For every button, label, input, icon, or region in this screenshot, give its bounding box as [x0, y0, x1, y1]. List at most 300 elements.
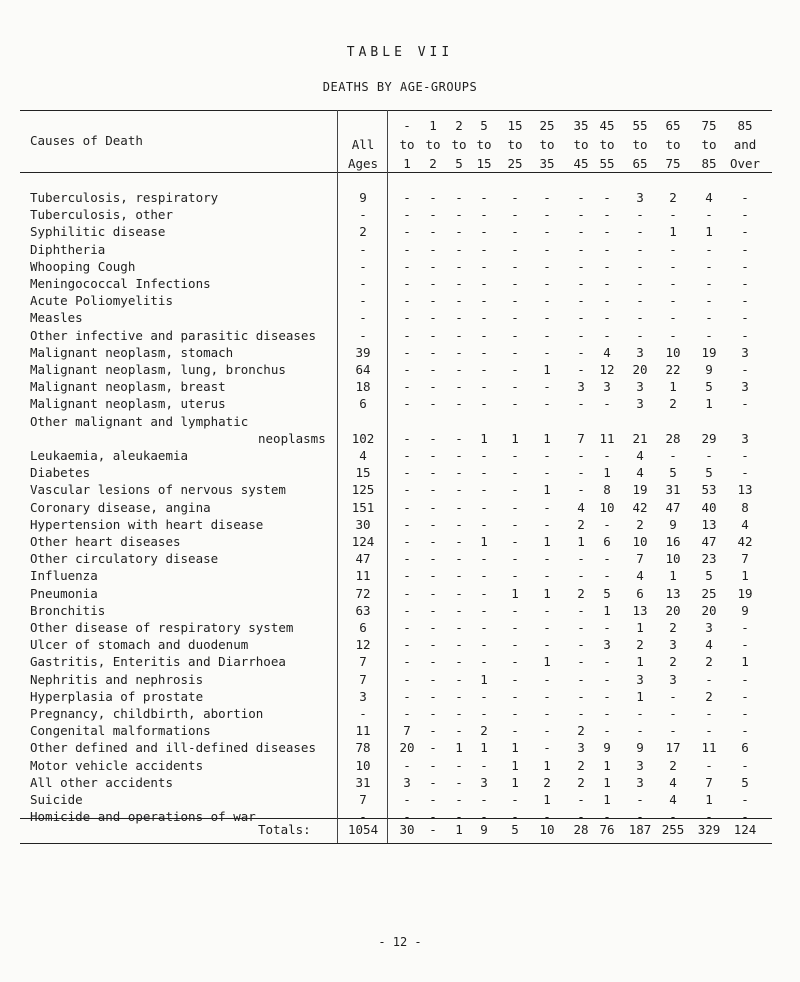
table-cell: 1	[543, 482, 551, 498]
table-cell: -	[480, 396, 488, 412]
table-cell: -	[577, 551, 585, 567]
table-cell: -	[455, 723, 463, 739]
table-title: TABLE VII	[346, 45, 454, 60]
table-cell: -	[403, 224, 411, 240]
table-cell: -	[511, 344, 519, 360]
table-cell: -	[603, 688, 611, 704]
table-cell: 13	[665, 585, 681, 601]
column-header-line: to	[476, 137, 492, 152]
table-cell: 9	[705, 362, 713, 377]
table-cell: -	[455, 482, 463, 498]
table-row	[0, 276, 800, 294]
table-cell: -	[455, 671, 463, 687]
table-cell: 3	[636, 774, 644, 790]
cause-label: Malignant neoplasm, uterus	[30, 396, 226, 412]
table-cell: -	[577, 568, 585, 584]
table-cell: -	[543, 293, 551, 309]
table-cell: -	[543, 516, 551, 532]
table-cell: 12	[599, 362, 615, 377]
table-cell: 16	[665, 534, 681, 549]
table-cell: -	[741, 637, 749, 653]
table-cell: -	[705, 207, 713, 223]
totals-label: Totals:	[258, 822, 311, 837]
table-cell: -	[669, 706, 677, 721]
table-cell: -	[511, 809, 519, 825]
cause-label: Coronary disease, angina	[30, 499, 211, 515]
column-header-line	[343, 116, 383, 135]
table-cell: -	[636, 224, 644, 240]
table-cell: 2	[669, 190, 677, 205]
table-cell: 8	[741, 499, 749, 515]
column-header-line: Ages	[347, 156, 379, 171]
column-header-line: 55	[632, 118, 648, 133]
table-cell: -	[741, 809, 749, 825]
table-cell: -	[741, 757, 749, 773]
cause-label: Bronchitis	[30, 602, 106, 618]
table-cell: -	[480, 706, 488, 721]
table-cell: -	[705, 723, 713, 739]
table-cell: -	[511, 688, 519, 704]
table-cell: -	[636, 809, 644, 825]
table-cell: -	[543, 327, 551, 343]
table-cell: 1	[577, 534, 585, 549]
cause-label: Malignant neoplasm, stomach	[30, 344, 234, 360]
table-cell: 7	[359, 792, 367, 807]
table-cell: -	[511, 258, 519, 274]
table-cell: -	[511, 241, 519, 257]
table-cell: -	[429, 396, 437, 412]
table-cell: 9	[636, 740, 644, 756]
table-cell: -	[511, 516, 519, 532]
table-cell: -	[455, 293, 463, 309]
table-cell: 7	[359, 654, 367, 670]
table-cell: -	[603, 551, 611, 567]
table-cell: -	[429, 310, 437, 326]
table-cell: 1	[543, 654, 551, 670]
table-row	[0, 740, 800, 758]
table-cell: -	[543, 740, 551, 756]
table-cell: 22	[665, 362, 681, 377]
table-cell: -	[577, 637, 585, 653]
table-cell: -	[603, 327, 611, 343]
cause-label: Influenza	[30, 568, 98, 584]
table-cell: -	[403, 310, 411, 326]
column-header	[725, 116, 765, 173]
table-cell: 4	[669, 774, 677, 790]
table-cell: -	[577, 688, 585, 704]
table-cell: -	[429, 637, 437, 653]
column-header-line: 45	[573, 156, 589, 171]
table-cell: -	[429, 809, 437, 825]
table-cell: -	[577, 327, 585, 343]
table-cell: -	[741, 362, 749, 377]
bottom-rule	[20, 843, 772, 844]
totals-cell: 187	[628, 822, 652, 837]
table-cell: -	[455, 757, 463, 773]
column-header-line: to	[632, 137, 648, 152]
column-header-line: 2	[455, 118, 463, 133]
table-cell: -	[603, 396, 611, 412]
table-cell: 5	[669, 465, 677, 481]
table-cell: 53	[701, 482, 717, 498]
table-cell: 1	[480, 430, 488, 446]
table-cell: 7	[636, 551, 644, 567]
table-cell: -	[543, 499, 551, 515]
table-cell: 3	[741, 379, 749, 395]
table-row	[0, 431, 800, 449]
cause-label: Hypertension with heart disease	[30, 516, 264, 532]
totals-cell: -	[429, 822, 437, 837]
table-cell: 4	[577, 499, 585, 515]
totals-cell: 5	[511, 822, 519, 837]
table-cell: -	[480, 499, 488, 515]
table-cell: 1	[511, 585, 519, 601]
table-cell: -	[577, 620, 585, 635]
table-cell: -	[511, 362, 519, 377]
table-cell: 20	[632, 362, 648, 377]
table-cell: 7	[705, 774, 713, 790]
table-cell: 1	[636, 620, 644, 635]
table-cell: -	[429, 465, 437, 481]
table-cell: -	[543, 241, 551, 257]
table-cell: 3	[480, 774, 488, 790]
table-cell: 3	[669, 671, 677, 687]
table-cell: -	[577, 706, 585, 721]
table-cell: 13	[701, 516, 717, 532]
table-cell: -	[543, 551, 551, 567]
table-cell: -	[359, 258, 367, 274]
table-cell: -	[429, 448, 437, 463]
table-row	[0, 551, 800, 569]
table-cell: -	[480, 379, 488, 395]
table-cell: -	[603, 654, 611, 670]
table-cell: -	[543, 671, 551, 687]
table-cell: -	[511, 723, 519, 739]
table-row	[0, 379, 800, 397]
table-cell: 7	[741, 551, 749, 567]
totals-cell: 1	[455, 822, 463, 837]
table-cell: -	[480, 482, 488, 498]
table-cell: -	[455, 602, 463, 618]
table-cell: 11	[355, 568, 371, 584]
table-cell: 3	[636, 757, 644, 773]
table-cell: -	[669, 809, 677, 825]
table-cell: 64	[355, 362, 371, 377]
table-row	[0, 706, 800, 724]
table-cell: 2	[480, 723, 488, 739]
table-cell: 2	[577, 516, 585, 532]
table-row	[0, 293, 800, 311]
cause-label: Acute Poliomyelitis	[30, 293, 173, 309]
table-cell: -	[669, 207, 677, 223]
table-cell: -	[403, 568, 411, 584]
table-cell: -	[511, 190, 519, 205]
table-cell: -	[511, 310, 519, 326]
table-cell: -	[429, 706, 437, 721]
table-row	[0, 310, 800, 328]
table-row	[0, 603, 800, 621]
column-header-line: 75	[665, 156, 681, 171]
cause-label: Malignant neoplasm, breast	[30, 379, 226, 395]
table-cell: -	[543, 344, 551, 360]
column-header-line: 1	[429, 118, 437, 133]
table-cell: 3	[705, 620, 713, 635]
table-row	[0, 224, 800, 242]
table-cell: -	[429, 654, 437, 670]
cause-label: Measles	[30, 310, 83, 326]
table-cell: 1	[543, 362, 551, 377]
table-cell: -	[603, 516, 611, 532]
table-cell: 1	[543, 792, 551, 807]
table-cell: -	[455, 430, 463, 446]
table-cell: -	[669, 310, 677, 326]
table-cell: -	[429, 379, 437, 395]
table-cell: -	[455, 534, 463, 549]
column-header-line: 75	[701, 118, 717, 133]
table-cell: -	[741, 620, 749, 635]
cause-label: Diabetes	[30, 465, 91, 481]
cause-label: Homicide and operations of war	[30, 809, 256, 825]
table-cell: -	[429, 327, 437, 343]
table-cell: -	[403, 344, 411, 360]
table-cell: -	[480, 310, 488, 326]
column-header-line: to	[507, 137, 523, 152]
table-cell: -	[577, 310, 585, 326]
table-cell: -	[543, 637, 551, 653]
table-cell: 6	[359, 396, 367, 412]
column-header-line: 25	[507, 156, 523, 171]
table-cell: -	[359, 276, 367, 291]
column-header-line: 5	[455, 156, 463, 171]
table-cell: 78	[355, 740, 371, 756]
table-cell: 31	[355, 774, 371, 790]
table-cell: -	[543, 190, 551, 205]
table-cell: 4	[636, 465, 644, 481]
table-cell: 1	[603, 774, 611, 790]
table-cell: 19	[632, 482, 648, 498]
table-cell: 29	[701, 430, 717, 446]
table-cell: -	[429, 534, 437, 549]
table-cell: -	[403, 258, 411, 274]
table-cell: -	[741, 258, 749, 274]
table-cell: 15	[355, 465, 371, 481]
table-cell: -	[705, 293, 713, 309]
table-cell: -	[577, 241, 585, 257]
table-cell: 19	[701, 344, 717, 360]
table-cell: -	[511, 551, 519, 567]
table-cell: 5	[741, 774, 749, 790]
table-cell: 1	[705, 396, 713, 412]
table-cell: 2	[669, 654, 677, 670]
table-cell: -	[403, 757, 411, 773]
table-row	[0, 792, 800, 810]
table-row	[0, 723, 800, 741]
table-cell: -	[636, 792, 644, 807]
table-cell: 1	[603, 465, 611, 481]
table-cell: 40	[701, 499, 717, 515]
table-cell: -	[429, 740, 437, 756]
table-cell: 7	[403, 723, 411, 739]
table-cell: 1	[741, 654, 749, 670]
table-cell: -	[741, 241, 749, 257]
table-cell: 72	[355, 585, 371, 601]
column-header-line: 85	[701, 156, 717, 171]
table-cell: -	[603, 448, 611, 463]
table-cell: -	[455, 620, 463, 635]
table-cell: -	[455, 379, 463, 395]
table-cell: -	[403, 809, 411, 825]
cause-label: All other accidents	[30, 774, 173, 790]
table-cell: 6	[741, 740, 749, 756]
totals-cell: 329	[697, 822, 721, 837]
table-cell: -	[543, 602, 551, 618]
table-cell: 3	[669, 637, 677, 653]
table-cell: 1	[705, 224, 713, 240]
table-cell: 3	[359, 688, 367, 704]
cause-label: Malignant neoplasm, lung, bronchus	[30, 362, 286, 377]
table-row	[0, 362, 800, 380]
table-cell: -	[669, 276, 677, 291]
table-cell: -	[543, 276, 551, 291]
table-cell: 1	[741, 568, 749, 584]
table-cell: -	[511, 499, 519, 515]
table-cell: -	[577, 258, 585, 274]
table-cell: -	[403, 207, 411, 223]
table-cell: -	[636, 723, 644, 739]
table-cell: -	[480, 637, 488, 653]
column-header-line: Over	[729, 156, 761, 171]
table-cell: 13	[737, 482, 753, 498]
column-header-line: to	[425, 137, 441, 152]
table-cell: -	[603, 207, 611, 223]
cause-label: Other circulatory disease	[30, 551, 219, 567]
table-cell: -	[455, 499, 463, 515]
table-cell: -	[455, 774, 463, 790]
table-cell: -	[429, 602, 437, 618]
column-header-line: to	[701, 137, 717, 152]
table-cell: -	[543, 258, 551, 274]
table-cell: -	[455, 551, 463, 567]
column-header-line: to	[539, 137, 555, 152]
table-cell: -	[577, 207, 585, 223]
table-cell: -	[429, 688, 437, 704]
cause-label: Ulcer of stomach and duodenum	[30, 637, 249, 653]
table-cell: 1	[669, 379, 677, 395]
table-cell: 4	[669, 792, 677, 807]
column-header-line: to	[399, 137, 415, 152]
cause-label: Meningococcal Infections	[30, 276, 211, 291]
table-cell: -	[603, 620, 611, 635]
table-cell: -	[429, 671, 437, 687]
table-cell: -	[403, 706, 411, 721]
table-cell: -	[741, 207, 749, 223]
table-cell: 9	[669, 516, 677, 532]
table-cell: -	[403, 602, 411, 618]
table-row	[0, 448, 800, 466]
table-row	[0, 672, 800, 690]
table-cell: -	[603, 190, 611, 205]
table-cell: -	[741, 224, 749, 240]
table-cell: 1	[511, 757, 519, 773]
table-cell: -	[480, 568, 488, 584]
table-cell: -	[455, 224, 463, 240]
table-cell: 4	[741, 516, 749, 532]
table-cell: 23	[701, 551, 717, 567]
table-cell: 1	[603, 757, 611, 773]
table-cell: -	[359, 310, 367, 326]
table-row	[0, 396, 800, 414]
totals-cell: 1054	[348, 822, 379, 837]
column-header-line: 85	[737, 118, 753, 133]
table-cell: -	[403, 327, 411, 343]
table-cell: -	[577, 465, 585, 481]
table-cell: -	[429, 207, 437, 223]
table-cell: 47	[355, 551, 371, 567]
table-cell: -	[636, 310, 644, 326]
table-cell: 1	[603, 602, 611, 618]
table-cell: 3	[403, 774, 411, 790]
table-cell: -	[511, 568, 519, 584]
table-cell: -	[543, 620, 551, 635]
table-cell: -	[429, 516, 437, 532]
table-row	[0, 465, 800, 483]
table-cell: -	[543, 706, 551, 721]
table-cell: -	[429, 568, 437, 584]
causes-header: Causes of Death	[30, 133, 143, 148]
column-header-line: 55	[599, 156, 615, 171]
table-cell: -	[577, 276, 585, 291]
table-cell: 1	[480, 740, 488, 756]
table-cell: 5	[705, 568, 713, 584]
page-number: - 12 -	[378, 935, 422, 949]
table-cell: -	[511, 671, 519, 687]
table-cell: -	[455, 706, 463, 721]
table-cell: 1	[480, 534, 488, 549]
table-cell: -	[480, 448, 488, 463]
column-header-line: 65	[632, 156, 648, 171]
table-cell: 10	[665, 344, 681, 360]
table-cell: -	[511, 620, 519, 635]
column-header-line: 35	[573, 118, 589, 133]
table-cell: -	[429, 430, 437, 446]
table-cell: -	[669, 293, 677, 309]
table-cell: -	[511, 327, 519, 343]
table-cell: -	[741, 310, 749, 326]
table-cell: -	[480, 602, 488, 618]
table-cell: -	[705, 671, 713, 687]
table-cell: -	[741, 396, 749, 412]
table-cell: 10	[599, 499, 615, 515]
table-row	[0, 534, 800, 552]
totals-cell: 76	[599, 822, 615, 837]
table-cell: 4	[359, 448, 367, 463]
table-cell: -	[455, 654, 463, 670]
table-cell: -	[429, 276, 437, 291]
table-cell: -	[577, 224, 585, 240]
table-cell: 9	[359, 190, 367, 205]
table-cell: -	[511, 637, 519, 653]
cause-label: Tuberculosis, other	[30, 207, 173, 223]
table-cell: 2	[543, 774, 551, 790]
table-cell: 42	[737, 534, 753, 549]
table-cell: -	[480, 327, 488, 343]
table-cell: -	[429, 258, 437, 274]
table-cell: -	[429, 792, 437, 807]
table-cell: -	[403, 190, 411, 205]
cause-label: Other disease of respiratory system	[30, 620, 294, 635]
table-cell: -	[511, 792, 519, 807]
table-row	[0, 259, 800, 277]
